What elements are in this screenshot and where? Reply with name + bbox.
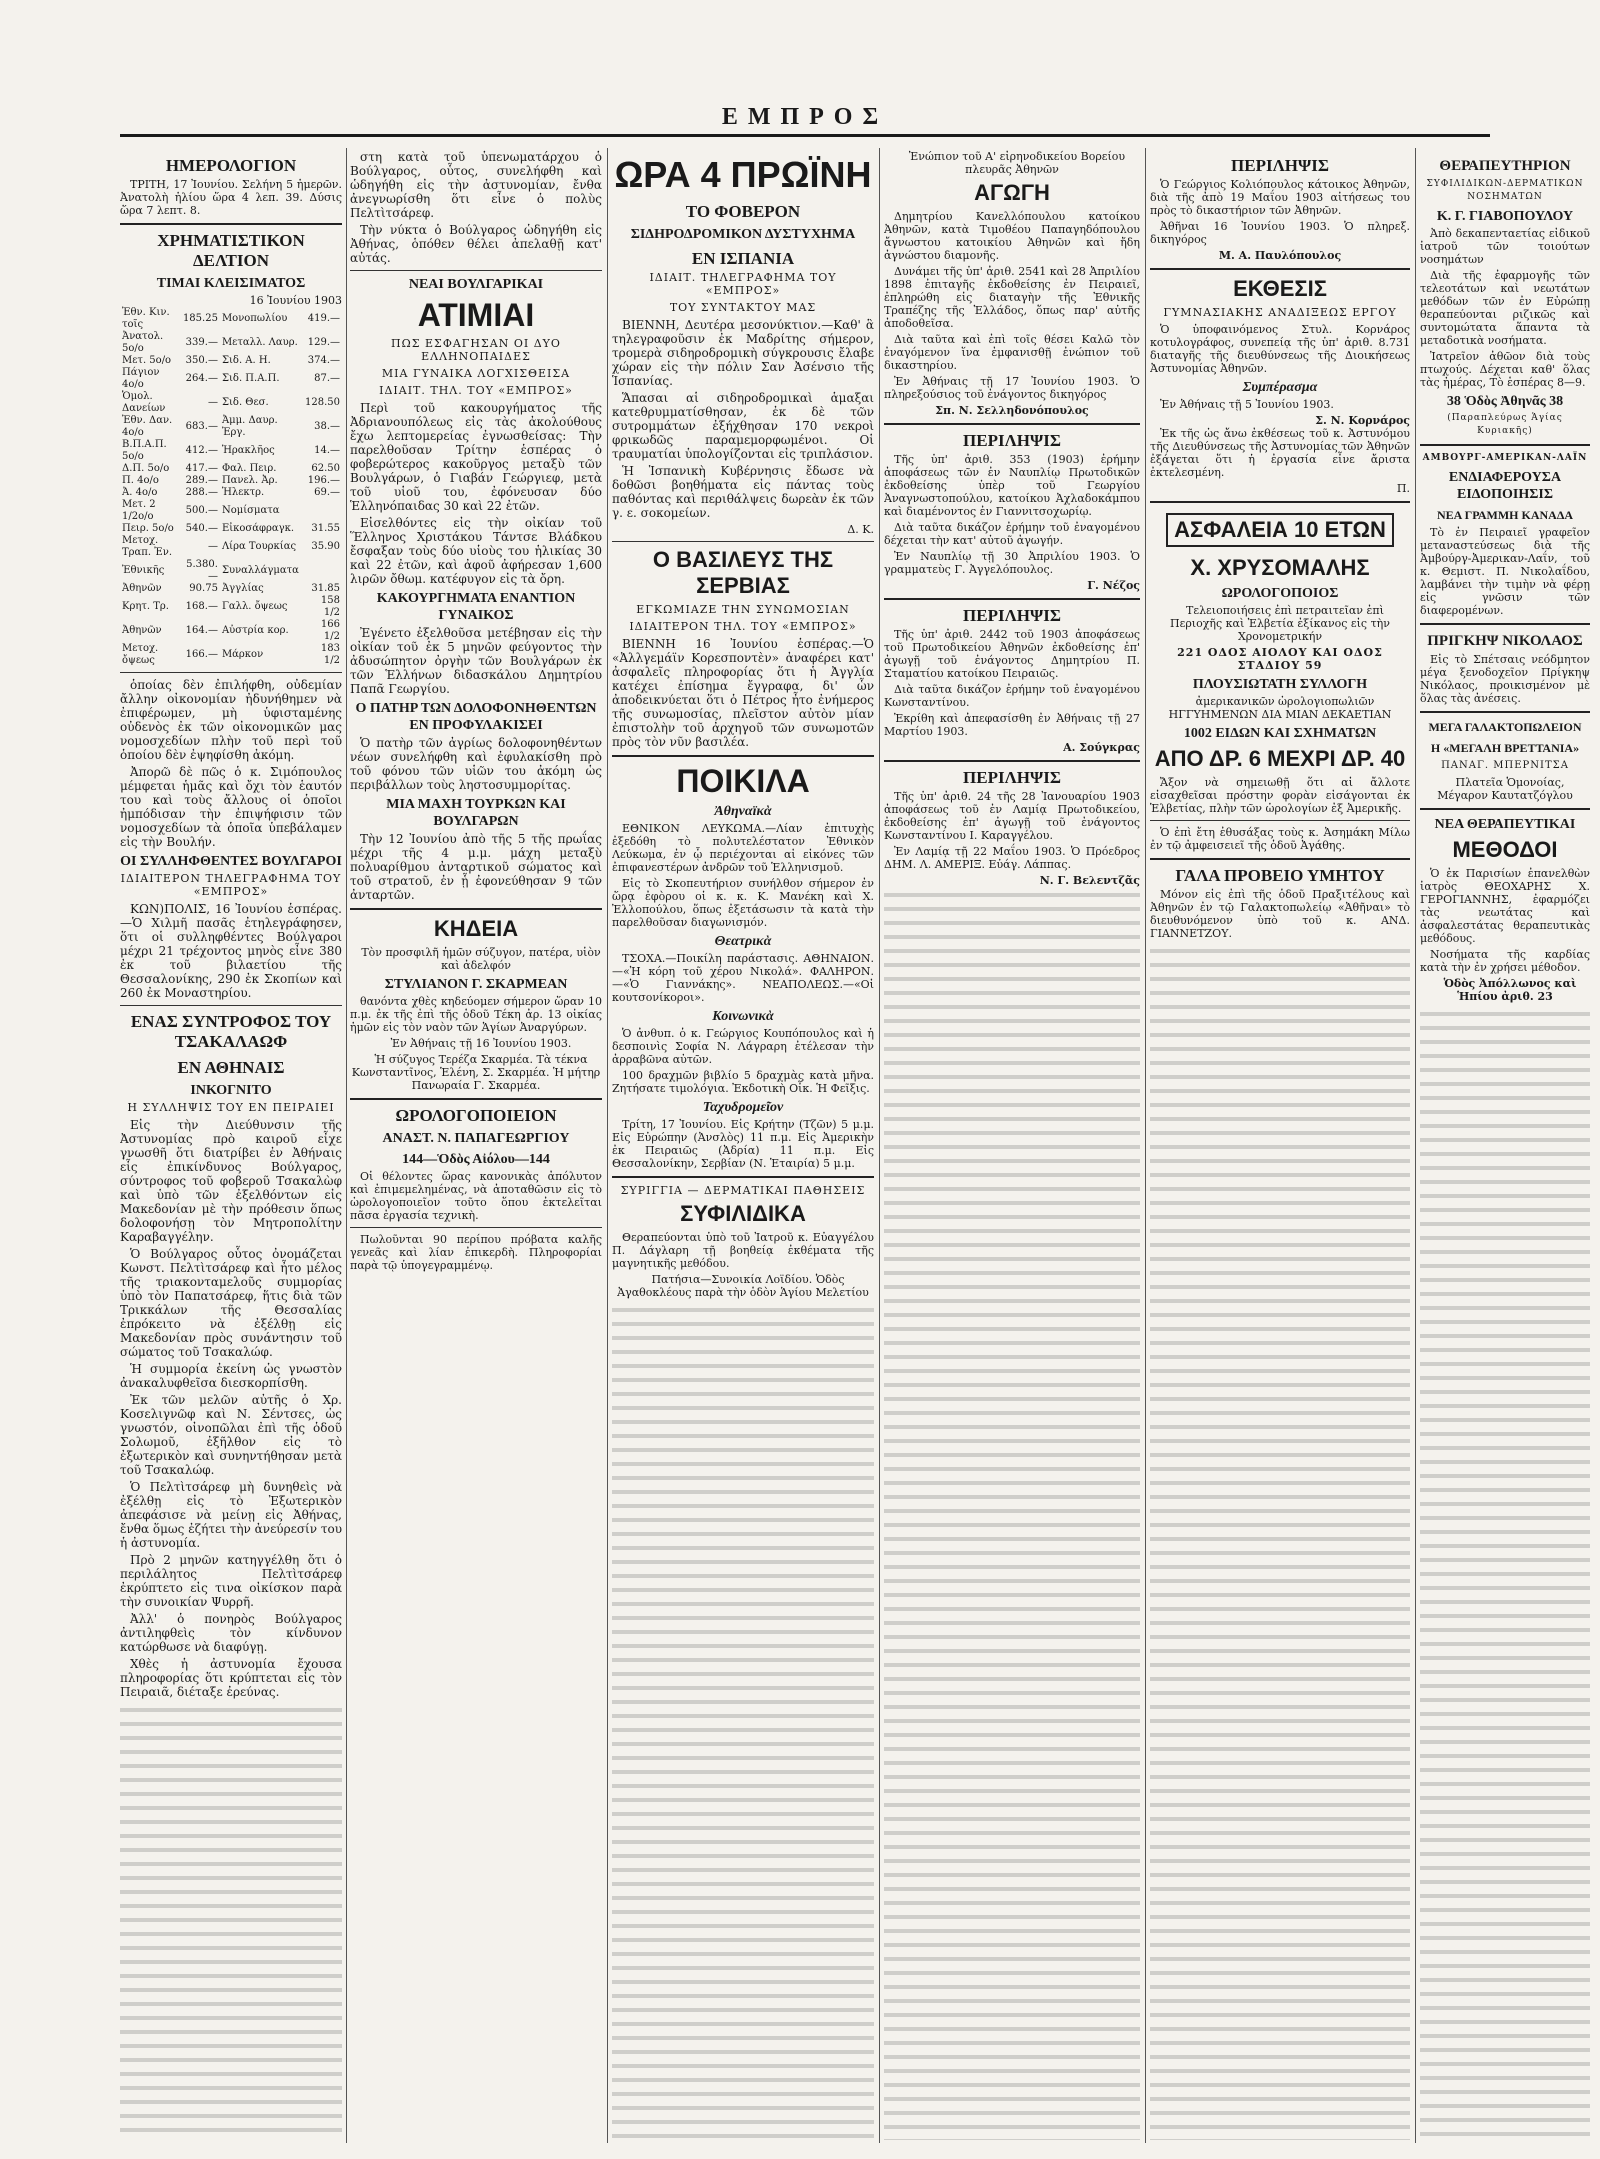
table-cell: Ἀ. 4ο/ο (122, 487, 158, 498)
ad-heading: ΘΕΡΑΠΕΥΤΗΡΙΟΝ (1439, 158, 1571, 174)
rule (120, 672, 342, 673)
table-cell: Μετοχ. Τραπ. Ἐν. (122, 535, 173, 558)
signature: Π. (1396, 482, 1410, 495)
paragraph: θανόντα χθὲς κηδεύομεν σήμερον ὥραν 10 π.μ. ἐκ τῆς ἐπὶ τῆς ὁδοῦ Τέκη ἀρ. 13 οἰκίας ἡμῶν εἰς τὸν ναὸν τῶν Ἁγίων Ἀναργύρων. (350, 995, 602, 1034)
table-row (120, 499, 342, 523)
table-cell: 417.— (185, 463, 218, 474)
table-cell: 374.— (307, 355, 340, 366)
table-cell: 185.25 (182, 313, 218, 324)
rule (1420, 808, 1590, 810)
table-cell: Π. 4ο/ο (122, 475, 159, 486)
ad-subheading: (Παραπλεύρως Ἁγίας Κυριακῆς) (1447, 413, 1563, 436)
paragraph: Ἐνώπιον τοῦ Α' εἰρηνοδικείου Βορείου πλευρᾶς Ἀθηνῶν (908, 150, 1126, 176)
table-cell: 168.— (185, 601, 218, 612)
calendar-text: ΤΡΙΤΗ, 17 Ἰουνίου. Σελήνη 5 ἡμερῶν. Ἀνατολὴ ἡλίου ὥρα 4 λεπ. 39. Δύσις ὥρα 7 λεπτ. 8. (120, 178, 342, 217)
paragraph: Ἡ συμμορία ἐκείνη ὡς γνωστὸν ἀνακαλυφθεῖσα διεσκορπίσθη. (120, 1362, 342, 1390)
table-cell: 35.90 (311, 541, 340, 552)
table-cell: 166 1/2 (320, 619, 340, 642)
article-headline: ΑΤΙΜΙΑΙ (417, 297, 535, 333)
article-subheading: ΜΙΑ ΓΥΝΑΙΚΑ ΛΟΓΧΙΣΘΕΙΣΑ (381, 367, 571, 380)
table-row (120, 307, 342, 331)
rule (120, 1005, 342, 1006)
article-heading: ΤΟ ΦΟΒΕΡΟΝ (685, 202, 801, 221)
ad-subheading: ΠΑΝΑΓ. ΜΠΕΡΝΙΤΣΑ (1441, 760, 1569, 771)
table-row (120, 595, 342, 619)
table-cell: Πειρ. 5ο/ο (122, 523, 174, 534)
rule (884, 598, 1140, 600)
table-cell: Ἀγγλίας (221, 583, 264, 594)
signature: Ν. Γ. Βελεντζᾶς (1039, 874, 1140, 887)
article-heading: ΜΙΑ ΜΑΧΗ ΤΟΥΡΚΩΝ ΚΑΙ ΒΟΥΛΓΑΡΩΝ (386, 797, 566, 829)
notice-heading: ΠΕΡΙΛΗΨΙΣ (963, 768, 1061, 787)
body-text-continuation (612, 1302, 874, 2140)
ad-heading: Χ. ΧΡΥΣΟΜΑΛΗΣ (1190, 555, 1370, 580)
paragraph: Ὁ Βούλγαρος οὗτος ὀνομάζεται Κωνστ. Πελτὶτσάρεφ καὶ ἦτο μέλος τῆς τριακονταμελοῦς συμμορίας ὑπὸ τὸν Παπατσάρεφ, ἥτις διὰ τῶν Τρικκάλων τῆς Θεσσαλίας ἐπρόκειτο νὰ ἐξέλθῃ εἰς Μακεδονίαν πρὸς συνάντησιν τοῦ σώματος τοῦ Τσακαλώφ. (120, 1247, 342, 1359)
paragraph: Εἰς τὸ Σκοπευτήριον συνήλθον σήμερον ἐν ὥρᾳ ἐφὸρου οἱ κ. κ. Κ. Μανέκη καὶ Χ. Ἐλλοπούλου, ὅπως ἐξετάσωσιν τὰ κατὰ τὴν παρελθοῦσαν διαγωνισμόν. (612, 877, 874, 929)
paragraph: ΕΘΝΙΚΟΝ ΛΕΥΚΩΜΑ.—Λίαν ἐπιτυχὴς ἐξεδόθη τὸ πολυτελέστατον Ἐθνικὸν Λεύκωμα, ἐν ᾧ περιέχονται αἱ εἰκόνες τῶν ἐπιφανεστέρων ἀνδρῶν τοῦ Ἑλληνισμοῦ. (612, 822, 874, 874)
table-cell: Αὐστρία κορ. (221, 625, 289, 636)
newspaper-title: ΕΜΠΡΟΣ (721, 104, 889, 130)
paragraph: ΒΙΕΝΝΗ 16 Ἰουνίου ἑσπέρας.—Ὁ «Ἀλλγεμάϊν Κορεσποντὲν» ἀναφέρει κατ' ἀσφαλεῖς πληροφορίας ὅτι ἡ Ἀγγλία κατέχει ἐπίσημα ἔγγραφα, δι' ὧν ἀποδεικνύεται ὅτι ὁ Πέτρος ἦτο ἐνήμερος τῆς συνωμοσίας, πλεῖστον αὐτὸν μίαν ἐπιστολὴν τοῦ ἀρχηγοῦ τῶν συνωμοτῶν πρὸς τὸν νῦν βασιλέα. (612, 637, 874, 749)
paragraph: Διὰ ταῦτα δικάζον ἐρήμην τοῦ ἐναγομένου δέχεται τὴν κατ' αὐτοῦ ἀγωγήν. (884, 521, 1140, 547)
article-subheading: ΠΩΣ ΕΣΦΑΓΗΣΑΝ ΟΙ ΔΥΟ ΕΛΛΗΝΟΠΑΙΔΕΣ (391, 337, 561, 363)
article-heading: ΕΝ ΑΘΗΝΑΙΣ (177, 1058, 285, 1077)
table-cell: Φαλ. Πειρ. (221, 463, 277, 474)
rule (1150, 501, 1410, 503)
paragraph: Ὁ ἐπὶ ἔτη ἐθυσάξας τοὺς κ. Ἀσημάκη Μίλω ἐν τῷ ἀμφεισειεῖ τῆς ὁδοῦ Ἀγάθης. (1150, 826, 1410, 852)
table-cell: 196.— (307, 475, 340, 486)
article-subheading: ΙΔΙΑΙΤΕΡΟΝ ΤΗΛ. ΤΟΥ «ΕΜΠΡΟΣ» (629, 620, 857, 633)
paragraph: Τῆς ὑπ' ἀριθ. 353 (1903) ἐρήμην ἀποφάσεως τῶν ἐν Ναυπλίῳ Πρωτοδικῶν ἐκδοθείσης ὑπὲρ τοῦ Γεωργίου Ἀναγνωστοπούλου, κατοίκου Ἀχλαδοκάμπου καὶ διαμένοντος ἐν Γιαννιτσοχωρίῳ. (884, 453, 1140, 518)
ad-heading: ΝΕΑ ΘΕΡΑΠΕΥΤΙΚΑΙ (1434, 817, 1576, 832)
body-text-continuation (1150, 943, 1410, 2140)
rule (1150, 820, 1410, 821)
ad-heading: ΠΡΙΓΚΗΨ ΝΙΚΟΛΑΟΣ (1427, 633, 1583, 649)
rule (612, 541, 874, 542)
paragraph: στη κατὰ τοῦ ὑπενωματάρχου ὁ Βούλγαρος, οὗτος, συνελήφθη καὶ ὡδηγήθη εἰς τὴν ἀστυνομίαν, ἔνθα ἀνεγνωρίσθη ὅτι εἶνε ὁ πολὺς Πελτὶτσάρεφ. (350, 150, 602, 220)
paragraph: ΒΙΕΝΝΗ, Δευτέρα μεσονύκτιον.—Καθ' ἃ τηλεγραφοῦσιν ἐκ Μαδρίτης σήμερον, τρομερὰ σιδηροδρομικὴ σύγκρουσις ἔλαβε χώραν εἰς τὴν πόλιν Σαν Ἀσένσιο τῆς Ἱσπανίας. (612, 318, 874, 388)
ad-subheading: ΣΥΦΙΛΙΔΙΚΩΝ-ΔΕΡΜΑΤΙΚΩΝ ΝΟΣΗΜΑΤΩΝ (1426, 179, 1584, 202)
paragraph: Ὁ Γεώργιος Κολιόπουλος κάτοικος Ἀθηνῶν, διὰ τῆς ἀπὸ 19 Μαΐου 1903 αἰτήσεως του πρὸς τὸ δικαστήριον τῶν Ἀθηνῶν. (1150, 178, 1410, 217)
table-cell: Λίρα Τουρκίας (221, 541, 297, 552)
paragraph: Τῆς ὑπ' ἀριθ. 2442 τοῦ 1903 ἀποφάσεως τοῦ Πρωτοδικείου Ἀθηνῶν ἐκδοθείσης ἐπ' ἀγωγῇ τοῦ ἐνάγοντος Δημητρίου Π. Σταματίου κατοίκου Πειραιῶς. (884, 628, 1140, 680)
body-text-continuation (120, 1702, 342, 2140)
paragraph: Ὁ πατὴρ τῶν ἀγρίως δολοφονηθέντων νέων συνελήφθη καὶ ἐφυλακίσθη πρὸ τοῦ φόνου τῶν υἱῶν του ἀκόμη ὡς περιβάλλων τοὺς ληστοσυμμορίτας. (350, 736, 602, 792)
column-divider (346, 148, 347, 2143)
rule (120, 223, 342, 225)
article-heading: ΣΙΔΗΡΟΔΡΟΜΙΚΟΝ ΔΥΣΤΥΧΗΜΑ (630, 227, 856, 242)
table-cell: 164.— (185, 625, 218, 636)
notice-heading: ΑΓΩΓΗ (974, 180, 1050, 205)
rule (1420, 444, 1590, 446)
table-cell: — (207, 541, 218, 552)
paragraph: Ἐν Ἀθήναις τῇ 17 Ἰουνίου 1903. Ὁ πληρεξούσιος τοῦ ἐνάγοντος δικηγόρος (884, 375, 1140, 401)
table-cell: Κρητ. Τρ. (122, 601, 169, 612)
paragraph: Ἐκ τῆς ὡς ἄνω ἐκθέσεως τοῦ κ. Ἀστυνόμου τῆς Διευθύνσεως τῆς Ἀστυνομίας τῶν Ἀθηνῶν ἐξάγεται ὅτι ἡ ἐργασία εἶνε ἄριστα ἐκτελεσμένη. (1150, 427, 1410, 479)
masthead (120, 100, 1490, 140)
rule (1150, 858, 1410, 860)
section-heading: Ἀθηναϊκὰ (714, 804, 772, 819)
paragraph: Εἰς τὸ Σπέτσαις νεόδμητον μέγα ξενοδοχεῖον Πρίγκηψ Νικόλαος, προικισμένον μὲ ὅλας τὰς ἀνέσεις. (1420, 653, 1590, 705)
table-cell: 500.— (185, 505, 218, 516)
paragraph: Ἅπασαι αἱ σιδηροδρομικαὶ ἁμαξαι κατεθρυμματίσθησαν, ἐκ δὲ τῶν συτρομμάτων ἐξήχθησαν 170 νεκροὶ φρικωδῶς παραμεμορφωμένοι. Οἱ τραυματίαι ὑπολογίζονται εἰς τριπλάσιον. (612, 391, 874, 461)
paragraph: Ἀλλ' ὁ πονηρὸς Βούλγαρος ἀντιληφθεὶς τὸν κίνδυνον κατώρθωσε νὰ διαφύγῃ. (120, 1612, 342, 1654)
signature: Σ. Ν. Κορνάρος (1315, 414, 1410, 427)
ad-price: ΑΠΟ ΔΡ. 6 ΜΕΧΡΙ ΔΡ. 40 (1154, 746, 1406, 771)
table-cell: Ἐθν. Κιν. τοῖς (122, 307, 170, 330)
table-cell: 90.75 (189, 583, 218, 594)
article-subheading: ΙΔΙΑΙΤ. ΤΗΛΕΓΡΑΦΗΜΑ ΤΟΥ «ΕΜΠΡΟΣ» (649, 271, 837, 297)
signature: Σπ. Ν. Σελληδονόπουλος (935, 404, 1089, 417)
table-row (120, 535, 342, 559)
column-1 (120, 150, 342, 2140)
article-heading: ΟΙ ΣΥΛΛΗΦΘΕΝΤΕΣ ΒΟΥΛΓΑΡΟΙ (120, 854, 342, 869)
table-cell: Μονοπωλίου (221, 313, 288, 324)
column-2 (350, 150, 602, 2140)
paragraph: Ἄξον νὰ σημειωθῇ ὅτι αἱ ἄλλοτε εἰσαχθεῖσαι πρόστην φορὰν εἰσάγονται ἐκ Ἑλβετίας, πλὴν τῶν ὡρολογίων ἐξ Ἀμερικῆς. (1150, 776, 1410, 815)
article-subheading: ΕΓΚΩΜΙΑΖΕ ΤΗΝ ΣΥΝΩΜΟΣΙΑΝ (636, 603, 850, 616)
signature: Γ. Νέζος (1087, 579, 1140, 592)
paragraph: Μόνον εἰς ἐπὶ τῆς ὁδοῦ Πραξιτέλους καὶ Ἀθηνῶν ἐν τῷ Γαλακτοπωλείῳ «Ἀθῆναι» τὸ διευθυνόμενον ὑπὸ τοῦ κ. ΑΝΔ. ΓΙΑΝΝΕΤΖΟΥ. (1150, 888, 1410, 940)
table-cell: Νομίσματα (221, 505, 280, 516)
paragraph: Τὴν 12 Ἰουνίου ἀπὸ τῆς 5 τῆς πρωΐας μέχρι τῆς 4 μ.μ. μάχη μεταξὺ πολυαρίθμου ἀνταρτικοῦ σώματος καὶ τοῦ στρατοῦ, ἐν ᾗ ἐφονεύθησαν 9 τῶν ἀνταρτῶν. (350, 832, 602, 902)
notice-heading: ΠΕΡΙΛΗΨΙΣ (963, 431, 1061, 450)
table-cell: Μάρκον (221, 649, 264, 660)
section-heading: Συμπέρασμα (1242, 380, 1318, 395)
rule (1420, 623, 1590, 625)
ad-heading: Η «ΜΕΓΑΛΗ ΒΡΕΤΤΑΝΙΑ» (1430, 741, 1580, 755)
paragraph: Ἐν Ἀθήναις τῇ 16 Ἰουνίου 1903. (390, 1037, 572, 1050)
ad-heading: ΓΑΛΑ ΠΡΟΒΕΙΟ ΥΜΗΤΟΥ (1175, 866, 1385, 885)
table-row (120, 367, 342, 391)
article-subheading: ΙΔΙΑΙΤ. ΤΗΛ. ΤΟΥ «ΕΜΠΡΟΣ» (379, 384, 573, 397)
table-cell: 419.— (307, 313, 340, 324)
table-cell: Δ.Π. 5ο/ο (122, 463, 170, 474)
paragraph: Θεραπεύονται ὑπὸ τοῦ Ἰατροῦ κ. Εὐαγγέλου Π. Δάγλαρη τῇ βοηθείᾳ ἐκθέματα τῆς μαγνητικῆς μεθόδου. (612, 1231, 874, 1270)
section-heading: Κοινωνικὰ (712, 1009, 774, 1024)
table-cell (302, 499, 342, 523)
paragraph: Χθὲς ἡ ἀστυνομία ἔχουσα πληροφορίας ὅτι κρύπτεται εἰς τὸν Πειραιᾶ, διέταξε ἐρεύνας. (120, 1657, 342, 1699)
rule (350, 270, 602, 271)
paragraph: Πωλοῦνται 90 περίπου πρόβατα καλῆς γενεᾶς καὶ λίαν ἐπικερδὴ. Πληροφορίαι παρὰ τῷ ὑπογεγραμμένῳ. (350, 1233, 602, 1272)
table-cell: Ἡρακλῆος (221, 445, 275, 456)
signature: Α. Σούγκρας (1063, 741, 1140, 754)
section-heading: Θεατρικὰ (714, 934, 772, 949)
paragraph: Ὁ ἐκ Παρισίων ἐπανελθὼν ἰατρὸς ΘΕΟΧΑΡΗΣ Χ. ΓΕΡΟΓΙΑΝΝΗΣ, ἐφαρμόζει τὰς νεωτάτας καὶ ἀσφαλεστάτας θεραπευτικὰς μεθόδους. (1420, 867, 1590, 945)
section-headline: ΠΟΙΚΙΛΑ (676, 763, 810, 799)
table-cell: Ὁμολ. Δανείων (122, 391, 166, 414)
table-row (120, 415, 342, 439)
table-cell: Πανελ. Ἀρ. (221, 475, 278, 486)
rule (1150, 268, 1410, 270)
article-heading: Ο ΠΑΤΗΡ ΤΩΝ ΔΟΛΟΦΟΝΗΘΕΝΤΩΝ ΕΝ ΠΡΟΦΥΛΑΚΙΣΕΙ (355, 701, 597, 733)
body-text-continuation (884, 887, 1140, 2140)
table-cell: Σιδ. Θεσ. (221, 397, 269, 408)
paragraph: Ἀθῆναι 16 Ἰουνίου 1903. Ὁ πληρεξ. δικηγόρος (1150, 220, 1410, 246)
paragraph: Ἡ σύζυγος Τερέζα Σκαρμέα. Τὰ τέκνα Κωνσταντῖνος, Ἑλένη, Σ. Σκαρμέα. Ἡ μήτηρ Πανωραία Γ. Σκαρμέα. (351, 1053, 601, 1092)
rule (884, 760, 1140, 762)
paragraph: Ὁ ἀνθυπ. ὁ κ. Γεώργιος Κουπόπουλος καὶ ἡ δεσποινὶς Σοφία Ν. Λάγραρη ἐτέλεσαν τὴν ἀρραβῶνα αὐτῶν. (612, 1027, 874, 1066)
paragraph: Ἐν Λαμίᾳ τῇ 22 Μαΐου 1903. Ὁ Πρόεδρος ΔΗΜ. Λ. ΑΜΕΡΙΞ. Εὐάγ. Λάππας. (884, 845, 1140, 871)
ad-address: 144—Ὁδὸς Αἰόλου—144 (402, 1152, 550, 1167)
paragraph: Ἡ Ἱσπανικὴ Κυβέρνησις ἔδωσε νὰ δοθῶσι βοηθήματα εἰς πάντας τοὺς παθόντας καὶ περιθάλψεις δωρεὰν ἐκ τῶν γ. ε. σοκομείων. (612, 464, 874, 520)
paragraph: Ὁ Πελτὶτσάρεφ μὴ δυνηθεὶς νὰ ἐξέλθῃ εἰς τὸ Ἐξωτερικὸν ἀπεφάσισε νὰ μείνῃ εἰς Ἀθήνας, ἔνθα ὅμως ἐζήτει τὴν ἀνεύρεσίν του ἡ ἀστυνομία. (120, 1480, 342, 1550)
rule (350, 1227, 602, 1228)
ad-heading: ΑΝΑΣΤ. Ν. ΠΑΠΑΓΕΩΡΓΙΟΥ (382, 1131, 570, 1146)
section-heading: Ταχυδρομεῖον (702, 1100, 784, 1115)
column-divider (1415, 148, 1416, 2143)
paragraph: Ἀπὸ δεκαπενταετίας εἰδικοῦ ἰατροῦ τῶν τοιούτων νοσημάτων (1420, 227, 1590, 266)
table-cell: 69.— (314, 487, 340, 498)
table-row (120, 559, 342, 583)
paragraph: Δημητρίου Κανελλόπουλου κατοίκου Ἀθηνῶν, κατὰ Τιμοθέου Παπαγηδόπουλου ἄγνωστου κατοικίου Ἀθηνῶν καὶ ἤδη ἀγνώστου διαμονῆς. (884, 210, 1140, 262)
table-cell: 183 1/2 (320, 643, 340, 666)
table-row (120, 439, 342, 463)
table-cell: 158 1/2 (320, 595, 340, 618)
rule (350, 908, 602, 910)
article-heading: ΕΝ ΙΣΠΑΝΙΑ (691, 249, 795, 268)
calendar-heading: ΗΜΕΡΟΛΟΓΙΟΝ (165, 156, 297, 175)
table-cell: — (207, 397, 218, 408)
paragraph: Τῆς ὑπ' ἀριθ. 24 τῆς 28 Ἰανουαρίου 1903 ἀποφάσεως τοῦ ἐν Λαμίᾳ Πρωτοδικείου, ἐκδοθείσης ἐπ' ἀγωγῇ τοῦ ἐνάγοντος Κωνσταντίνου Ι. Καραγγέλου. (884, 790, 1140, 842)
headline: ΩΡΑ 4 ΠΡΩΪΝΗ (614, 154, 872, 195)
ad-subheading: ΣΥΡΙΓΓΙΑ — ΔΕΡΜΑΤΙΚΑΙ ΠΑΘΗΣΕΙΣ (620, 1184, 866, 1197)
notice-heading: ΕΚΘΕΣΙΣ (1233, 276, 1327, 301)
table-cell: 5.380.— (186, 559, 218, 582)
table-cell: 31.85 (311, 583, 340, 594)
paragraph: Διὰ τῆς ἐφαρμογῆς τῶν τελεοτάτων καὶ νεωτάτων μεθόδων τῶν ἐν Εὐρώπῃ θεραπεύονται ριζικῶς καὶ συντομώτατα ἅπαντα τὰ μεταδοτικὰ νοσήματα. (1420, 269, 1590, 347)
ad-heading: ΩΡΟΛΟΓΟΠΟΙΕΙΟΝ (395, 1106, 557, 1125)
paragraph: ἀμερικανικῶν ὡρολογιοπωλιῶν ΗΓΓΥΗΜΕΝΩΝ ΔΙΑ ΜΙΑΝ ΔΕΚΑΕΤΙΑΝ (1168, 695, 1392, 721)
table-cell: 540.— (185, 523, 218, 534)
table-cell: Μετ. 2 1/2ο/ο (122, 499, 156, 522)
paragraph: Τὸν προσφιλῆ ἡμῶν σύζυγον, πατέρα, υἱὸν καὶ ἀδελφόν (361, 946, 601, 972)
article-subheading: Η ΣΥΛΛΗΨΙΣ ΤΟΥ ΕΝ ΠΕΙΡΑΙΕΙ (127, 1101, 335, 1114)
ad-heading: 1002 ΕΙΔΩΝ ΚΑΙ ΣΧΗΜΑΤΩΝ (1183, 726, 1377, 741)
table-row (120, 643, 342, 667)
paragraph: ΚΩΝ)ΠΟΛΙΣ, 16 Ἰουνίου ἑσπέρας.—Ὁ Χιλμῆ πασᾶς ἐτηλεγράφησεν, ὅτι οἱ συλληφθέντες Βούλγαροι μέχρι 21 τρέχοντος μηνὸς εἶνε 380 ἐκ τοῦ βιλαετίου τῆς Θεσσαλονίκης, 290 ἐκ Σκοπίων καὶ 260 ἐκ Μοναστηρίου. (120, 902, 342, 1000)
table-row (120, 583, 342, 595)
table-row (120, 475, 342, 487)
table-cell: Σιδ. Π.Α.Π. (221, 373, 280, 384)
ad-heading: ΜΕΘΟΔΟΙ (1452, 837, 1558, 862)
table-cell: Ἀνατολ. 5ο/ο (122, 331, 164, 354)
table-row (120, 463, 342, 475)
paragraph: Περὶ τοῦ κακουργήματος τῆς Ἀδριανουπόλεως εἰς τὰς ἀκολούθους ἔχω λεπτομερείας ἐγνωσθείσας: Τὴν παρελθοῦσαν Τρίτην ἑσπέρας ὁ φοβερώτερος κακοῦργος μεταξὺ τῶν Βουλγάρων, ὁ Γιαβάν Γεώργιεφ, μετὰ τοῦ υἱοῦ του, ἐφόνευσαν δύο Ἑλληνόπαιδας 30 καὶ 22 ἐτῶν. (350, 401, 602, 513)
price-table (120, 307, 342, 667)
paragraph: Ἐγένετο ἐξελθοῦσα μετέβησαν εἰς τὴν οἰκίαν τοῦ ἐκ 5 μηνῶν φεύγοντος τὴν ἀδυσώπητον ὀργὴν τῶν Βουλγάρων ἐκ τῶν Ἑλλήνων διδασκάλου Δημητρίου Παπᾶ Γεωργίου. (350, 626, 602, 696)
table-cell: Ἐθν. Δαν. 4ο/ο (122, 415, 173, 438)
column-divider (607, 148, 608, 2143)
table-cell: 87.— (314, 373, 340, 384)
article-subheading: ΙΔΙΑΙΤΕΡΟΝ ΤΗΛΕΓΡΑΦΗΜΑ ΤΟΥ «ΕΜΠΡΟΣ» (120, 872, 342, 898)
signature: Μ. Α. Παυλόπουλος (1218, 249, 1342, 262)
table-row (120, 523, 342, 535)
column-5 (1150, 150, 1410, 2140)
funeral-heading: ΚΗΔΕΙΑ (433, 916, 519, 941)
table-cell: 38.— (314, 421, 340, 432)
table-cell: Εἰκοσάφραγκ. (221, 523, 295, 534)
paragraph: Πρὸ 2 μηνῶν κατηγγέλθη ὅτι ὁ περιλάλητος Πελτὶτσάρεφ ἐκρύπτετο εἰς τινα οἰκίσκον παρὰ τὴν συνοικίαν Ψυρρῆ. (120, 1553, 342, 1609)
table-cell: 31.55 (311, 523, 340, 534)
paragraph: Τρίτη, 17 Ἰουνίου. Εἰς Κρήτην (Τζῶν) 5 μ.μ. Εἰς Εὐρώπην (Ἀνσλὸς) 11 π.μ. Εἰς Ἀμερικὴν ἐκ Πειραιῶς (Ἀδρία) 11 π.μ. Εἰς Θεσσαλονίκην, Σερβίαν (Ν. Ἑταιρία) 5 μ.μ. (612, 1118, 874, 1170)
paragraph: Οἱ θέλοντες ὥρας κανονικὰς ἀπόλυτον καὶ ἐπιμεμελημένας, νὰ ἀποταθῶσιν εἰς τὸ ὡρολογοποιεῖον τοῦτο ὅπου ἐκτελεῖται πᾶσα ἐργασία τεχνικὴ. (350, 1170, 602, 1222)
table-cell: Γαλλ. ὄψεως (221, 601, 288, 612)
paragraph: Ὁδὸς Ἀπόλλωνος καὶ Ἡπίου ἀριθ. 23 (1443, 977, 1577, 1003)
prices-heading: ΤΙΜΑΙ ΚΛΕΙΣΙΜΑΤΟΣ (156, 276, 306, 291)
column-4 (884, 150, 1140, 2140)
masthead-rule (120, 134, 1490, 137)
paragraph: ΤΣΟΧΑ.—Ποικίλη παράστασις. ΑΘΗΝΑΙΟΝ.—«Ἡ κόρη τοῦ χέρου Νικολά». ΦΑΛΗΡΟΝ.—«Ὁ Γιαννάκης». ΝΕΑΠΟΛΕΩΣ.—«Οἱ κουτσονίκοροι». (612, 952, 874, 1004)
paragraph: Εἰσελθόντες εἰς τὴν οἰκίαν τοῦ Ἕλληνος Χριστάκου Τάντσε Βλάδκου ἔσφαξαν τοὺς δύο υἱοὺς του ἡλικίας 30 καὶ 22 ἐτῶν, καὶ ἀφοῦ ἀφήρεσαν 1,600 λιρῶν ὄθωμ. κατέφυγον εἰς τὰ ὄρη. (350, 516, 602, 586)
rule (1420, 711, 1590, 713)
ad-heading: ΝΕΑ ΓΡΑΜΜΗ ΚΑΝΑΔΑ (1436, 508, 1574, 522)
table-row (120, 355, 342, 367)
ad-heading: ΕΝΔΙΑΦΕΡΟΥΣΑ ΕΙΔΟΠΟΙΗΣΙΣ (1448, 470, 1562, 502)
ad-address: 221 ΟΔΟΣ ΑΙΟΛΟΥ ΚΑΙ ΟΔΟΣ ΣΤΑΔΙΟΥ 59 (1177, 646, 1383, 672)
column-divider (879, 148, 880, 2143)
paragraph: Ἐν Ναυπλίῳ τῇ 30 Ἀπριλίου 1903. Ὁ γραμματεὺς Γ. Ἀγγελόπουλος. (884, 550, 1140, 576)
table-cell: Ἐθνικῆς (122, 565, 165, 576)
article-subheading: ΤΟΥ ΣΥΝΤΑΚΤΟΥ ΜΑΣ (669, 301, 817, 314)
deceased-name: ΣΤΥΛΙΑΝΟΝ Γ. ΣΚΑΡΜΕΑΝ (384, 977, 568, 992)
body-text-continuation (1420, 1006, 1590, 2140)
signature: Δ. Κ. (847, 523, 874, 536)
warranty-badge: ΑΣΦΑΛΕΙΑ 10 ΕΤΩΝ (1166, 513, 1394, 547)
table-cell: 129.— (307, 337, 340, 348)
paragraph: Νοσήματα τῆς καρδίας κατὰ τὴν ἐν χρήσει μέθοδον. (1420, 948, 1590, 974)
paragraph: Ἐκρίθη καὶ ἀπεφασίσθη ἐν Ἀθήναις τῇ 27 Μαρτίου 1903. (884, 712, 1140, 738)
rule (884, 423, 1140, 425)
table-cell: Β.Π.Α.Π. 5ο/ο (122, 439, 167, 462)
paragraph: ὁποίας δὲν ἐπιλήφθη, οὐδεμίαν ἄλλην οἰκονομίαν ἠδυνήθημεν νὰ ἐπιφέρωμεν, μὴ ὑφισταμένης οὐδενὸς ἐκ τῶν οἰκονομικῶν μας νομοσχεδίων πλὴν τοῦ περὶ τοῦ ὁποίου δὲν ἐψηφίσθη ἀκόμη. (120, 678, 342, 762)
paragraph: 100 δραχμῶν βιβλίο 5 δραχμὰς κατὰ μῆνα. Ζητήσατε τιμολόγια. Ἐκδοτικὴ Οἶκ. Ἡ Φεῖξις. (612, 1069, 874, 1095)
paragraph: Ἐκ τῶν μελῶν αὐτῆς ὁ Χρ. Κοσελιγνῶφ καὶ Ν. Σέντσες, ὡς γνωστόν, οἰνοπῶλαι ἐπὶ τῆς ὁδοῦ Σολωμοῦ, ἐξῆλθον εἰς τὸ ἐξωτερικὸν καὶ συνηντήθησαν μετὰ τοῦ Τσακαλώφ. (120, 1393, 342, 1477)
table-cell: 128.50 (305, 397, 340, 408)
paragraph: Ἀπορῶ δὲ πῶς ὁ κ. Σιμόπουλος μέμφεται ἡμᾶς καὶ ὄχι τὸν ἑαυτόν του καὶ τοὺς ἄλλους οἱ ὁποῖοι ἠμπόδισαν τὴν ἐπιψήφισιν τῶν νομοσχεδίων τὰ ὁποῖα ὑπεβάλαμεν εἰς τὴν Βουλήν. (120, 765, 342, 849)
column-divider (1145, 148, 1146, 2143)
article-headline: Ο ΒΑΣΙΛΕΥΣ ΤΗΣ ΣΕΡΒΙΑΣ (652, 547, 834, 598)
notice-heading: ΠΕΡΙΛΗΨΙΣ (1231, 156, 1329, 175)
paragraph: Τελειοποιήσεις ἐπὶ πετραιτεῖαν ἐπὶ Περιοχῆς καὶ Ἑλβετία ἐξίκανος εἰς τὴν Χρονομετρικήν (1170, 604, 1390, 643)
table-cell: Μετοχ. ὄψεως (122, 643, 159, 666)
rule (350, 1098, 602, 1100)
paragraph: Τὸ ἐν Πειραιεῖ γραφεῖον μεταναστεύσεως διὰ τῆς Ἀμβούργ-Ἀμερικαν-Λαΐν, τοῦ κ. Θεμιστ. Π. Νικολαΐδου, λαμβάνει τὴν τιμὴν νὰ φέρῃ εἰς γνῶσιν τῶν διαφερομένων. (1420, 526, 1590, 617)
ad-heading: Κ. Γ. ΓΙΑΒΟΠΟΥΛΟΥ (1436, 209, 1574, 224)
table-cell: 339.— (185, 337, 218, 348)
paragraph: Πατήσια—Συνοικία Λοϊδίου. Ὁδὸς Ἀγαθοκλέους παρὰ τὴν ὁδὸν Ἁγίου Μελετίου (617, 1273, 869, 1299)
table-cell: Μεταλλ. Λαυρ. (221, 337, 298, 348)
article-heading: ΕΝΑΣ ΣΥΝΤΡΟΦΟΣ ΤΟΥ ΤΣΑΚΑΛΑΩΦ (130, 1012, 332, 1051)
column-6 (1420, 150, 1590, 2140)
table-row (120, 487, 342, 499)
column-3 (612, 150, 874, 2140)
table-cell: Ἀμμ. Δαυρ. Ἐργ. (221, 415, 278, 438)
bulletin-date: 16 Ἰουνίου 1903 (249, 294, 342, 307)
table-cell: 412.— (185, 445, 218, 456)
table-cell: 62.50 (311, 463, 340, 474)
table-cell: Μετ. 5ο/ο (122, 355, 172, 366)
table-row (120, 619, 342, 643)
paragraph: Δυνάμει τῆς ὑπ' ἀριθ. 2541 καὶ 28 Ἀπριλίου 1898 ἐπιταγῆς ἐκδοθείσης ἐν Πειραιεῖ, ἐπληρώθη εἰς διαταγὴν τῆς Ἐθνικῆς Τραπέζης τῆς Ἑλλάδος, ὅπως παρ' αὐτῆς ἀποδοθεῖσα. (884, 265, 1140, 330)
table-cell: Ἡλεκτρ. (221, 487, 265, 498)
paragraph: Ὁ ὑποφαινόμενος Στυλ. Κορνάρος κοτυλογράφος, συνεπείᾳ τῆς ὑπ' ἀριθ. 8.731 διαταγῆς τῆς διευθύνσεως τῆς Διοικήσεως Ἀστυνομίας Ἀθηνῶν. (1150, 323, 1410, 375)
ad-heading: ΣΥΦΙΛΙΔΙΚΑ (680, 1201, 806, 1226)
table-cell: 289.— (185, 475, 218, 486)
paragraph: Τὴν νύκτα ὁ Βούλγαρος ὡδηγήθη εἰς Ἀθήνας, ὁπόθεν θέλει ἀπελαθῇ κατ' αὐτάς. (350, 223, 602, 265)
paragraph: Διὰ ταῦτα δικάζον ἐρήμην τοῦ ἐναγομένου Κωνσταντίνου. (884, 683, 1140, 709)
table-cell: 264.— (185, 373, 218, 384)
article-heading: ΚΑΚΟΥΡΓΗΜΑΤΑ ΕΝΑΝΤΙΟΝ ΓΥΝΑΙΚΟΣ (376, 591, 576, 623)
notice-subheading: ΓΥΜΝΑΣΙΑΚΗΣ ΑΝΑΔΙΞΕΩΣ ΕΡΓΟΥ (1163, 306, 1397, 319)
table-cell: 350.— (185, 355, 218, 366)
table-cell: Πάγιον 4ο/ο (122, 367, 160, 390)
ad-heading: ΠΛΟΥΣΙΩΤΑΤΗ ΣΥΛΛΟΓΗ (1192, 677, 1368, 692)
paragraph: Ἰατρεῖον ἀθῶον διὰ τοὺς πτωχούς. Δέχεται καθ' ὅλας τὰς ἡμέρας, Τὸ ἑσπέρας 8—9. (1420, 350, 1590, 389)
ad-heading: ΩΡΟΛΟΓΟΠΟΙΟΣ (1221, 586, 1339, 601)
ad-subheading: ΑΜΒΟΥΡΓ-ΑΜΕΡΙΚΑΝ-ΛΑΪΝ (1422, 453, 1588, 463)
bulletin-heading: ΧΡΗΜΑΤΙΣΤΙΚΟΝ ΔΕΛΤΙΟΝ (157, 231, 305, 270)
rule (612, 755, 874, 757)
table-row (120, 391, 342, 415)
table-cell: Ἀθηνῶν (122, 625, 162, 636)
table-row (120, 331, 342, 355)
ad-heading: ΜΕΓΑ ΓΑΛΑΚΤΟΠΩΛΕΙΟΝ (1428, 720, 1582, 734)
paragraph: Πλατεῖα Ὁμονοίας, Μέγαρον Καυτατζόγλου (1437, 776, 1573, 802)
paragraph: Ἐν Ἀθήναις τῇ 5 Ἰουνίου 1903. (1160, 398, 1334, 411)
table-cell: Συναλλάγματα (221, 565, 299, 576)
table-cell: 288.— (185, 487, 218, 498)
table-cell (302, 559, 342, 583)
ad-address: 38 Ὁδὸς Ἀθηνᾶς 38 (1446, 394, 1564, 409)
paragraph: Διὰ ταῦτα καὶ ἐπὶ τοῖς θέσει Καλῶ τὸν ἐναγόμενον ἵνα ἐμφανισθῇ ἐνώπιον τοῦ δικαστηρίου. (884, 333, 1140, 372)
table-cell: 14.— (314, 445, 340, 456)
rule (612, 1176, 874, 1178)
table-cell: 683.— (185, 421, 218, 432)
table-cell: 166.— (185, 649, 218, 660)
table-cell: Ἀθηνῶν (122, 583, 162, 594)
paragraph: Εἰς τὴν Διεύθυνσιν τῆς Ἀστυνομίας πρὸ καιροῦ εἶχε γνωσθῆ ὅτι διατρίβει ἐν Ἀθήναις εἷς ἐπικίνδυνος Βούλγαρος, σύντροφος τοῦ φοβεροῦ Τσακαλὼφ καὶ ὑπὸ τῶν ἐξελθόντων εἰς Μακεδονίαν μὲ τὴν πρόθεσιν ὅπως δολοφονήσῃ τὸν Μητροπολίτην Καραβαγγέλην. (120, 1118, 342, 1244)
notice-heading: ΠΕΡΙΛΗΨΙΣ (963, 606, 1061, 625)
article-heading: ΝΕΑΙ ΒΟΥΛΓΑΡΙΚΑΙ (408, 277, 544, 292)
article-heading: ΙΝΚΟΓΝΙΤΟ (190, 1083, 272, 1098)
table-cell: Σιδ. Α. Η. (221, 355, 271, 366)
